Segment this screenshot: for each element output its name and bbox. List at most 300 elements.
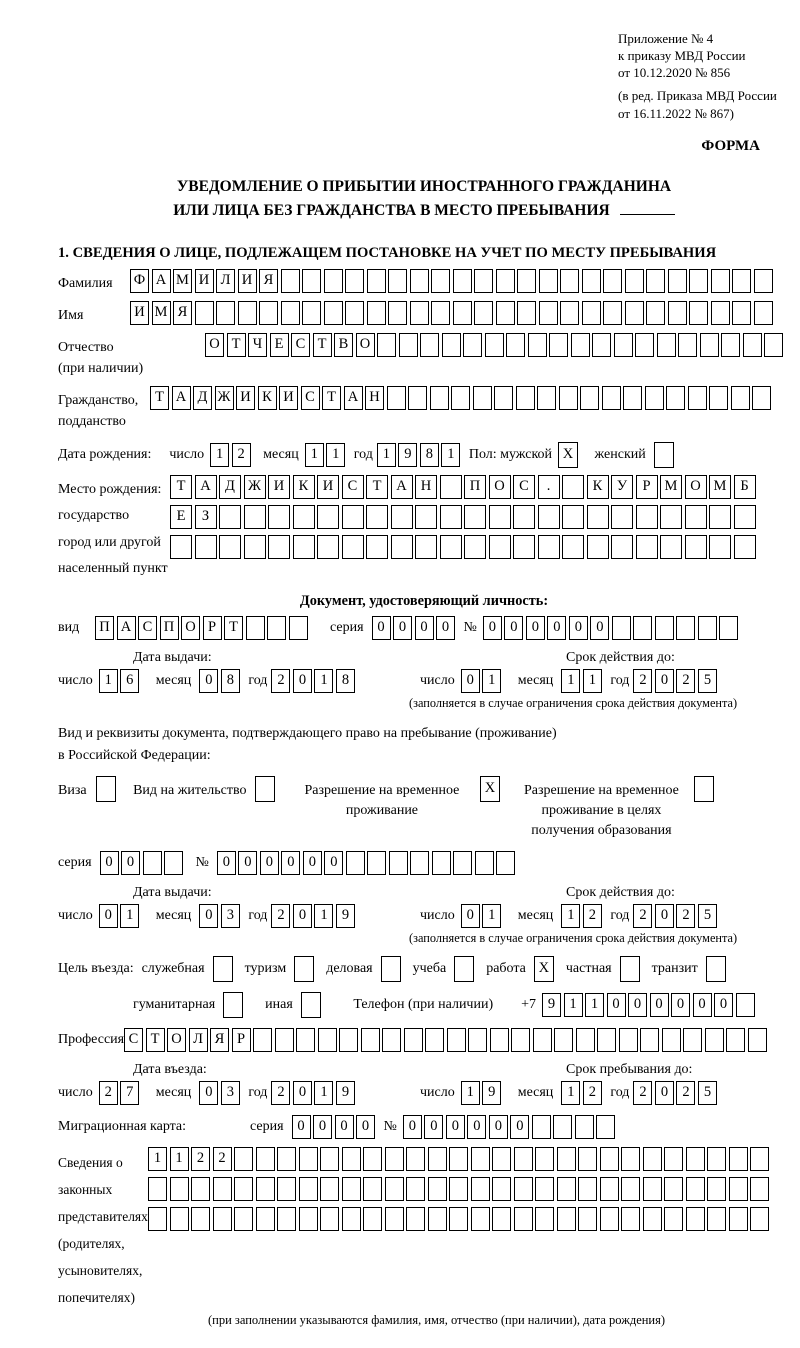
char-cell[interactable] <box>636 505 658 529</box>
residence-permit-checkbox[interactable] <box>255 776 275 802</box>
char-cell[interactable]: А <box>391 475 413 499</box>
char-cell[interactable]: 1 <box>585 993 604 1017</box>
char-cell[interactable] <box>603 269 622 293</box>
char-cell[interactable] <box>164 851 183 875</box>
char-cell[interactable]: 0 <box>292 1115 311 1139</box>
char-cell[interactable]: А <box>172 386 191 410</box>
char-cell[interactable]: К <box>258 386 277 410</box>
char-cell[interactable] <box>698 616 717 640</box>
char-cell[interactable] <box>317 505 339 529</box>
char-cell[interactable] <box>707 1207 726 1231</box>
char-cell[interactable]: 2 <box>583 904 602 928</box>
char-cell[interactable] <box>342 505 364 529</box>
char-cell[interactable] <box>281 301 300 325</box>
char-cell[interactable] <box>253 1028 272 1052</box>
char-cell[interactable]: 0 <box>313 1115 332 1139</box>
char-cell[interactable] <box>195 535 217 559</box>
char-cell[interactable]: Л <box>216 269 235 293</box>
char-cell[interactable]: М <box>152 301 171 325</box>
char-cell[interactable]: И <box>279 386 298 410</box>
char-cell[interactable]: И <box>195 269 214 293</box>
char-cell[interactable]: 0 <box>415 616 434 640</box>
char-cell[interactable]: 2 <box>583 1081 602 1105</box>
purpose-tourism-checkbox[interactable] <box>294 956 314 982</box>
char-cell[interactable] <box>256 1147 275 1171</box>
char-cell[interactable]: . <box>538 475 560 499</box>
char-cell[interactable] <box>729 1207 748 1231</box>
char-cell[interactable]: 0 <box>238 851 257 875</box>
char-cell[interactable] <box>750 1207 769 1231</box>
char-cell[interactable] <box>614 333 633 357</box>
char-cell[interactable] <box>709 505 731 529</box>
char-cell[interactable]: 0 <box>483 616 502 640</box>
char-cell[interactable] <box>492 1177 511 1201</box>
char-cell[interactable]: 0 <box>335 1115 354 1139</box>
char-cell[interactable]: 0 <box>655 904 674 928</box>
char-cell[interactable] <box>389 851 408 875</box>
char-cell[interactable] <box>764 333 783 357</box>
char-cell[interactable] <box>387 386 406 410</box>
char-cell[interactable]: 2 <box>271 669 290 693</box>
char-cell[interactable] <box>664 1207 683 1231</box>
char-cell[interactable] <box>299 1207 318 1231</box>
char-cell[interactable]: Р <box>636 475 658 499</box>
char-cell[interactable] <box>668 269 687 293</box>
char-cell[interactable] <box>361 1028 380 1052</box>
char-cell[interactable] <box>580 386 599 410</box>
char-cell[interactable] <box>516 386 535 410</box>
char-cell[interactable] <box>711 269 730 293</box>
char-cell[interactable]: А <box>117 616 136 640</box>
char-cell[interactable]: 3 <box>221 1081 240 1105</box>
char-cell[interactable] <box>367 301 386 325</box>
char-cell[interactable] <box>406 1147 425 1171</box>
char-cell[interactable] <box>535 1177 554 1201</box>
char-cell[interactable] <box>587 505 609 529</box>
char-cell[interactable]: 1 <box>120 904 139 928</box>
char-cell[interactable] <box>339 1028 358 1052</box>
char-cell[interactable]: М <box>173 269 192 293</box>
char-cell[interactable] <box>597 1028 616 1052</box>
char-cell[interactable]: 0 <box>260 851 279 875</box>
char-cell[interactable]: 0 <box>590 616 609 640</box>
char-cell[interactable]: П <box>95 616 114 640</box>
char-cell[interactable]: Я <box>210 1028 229 1052</box>
char-cell[interactable] <box>216 301 235 325</box>
char-cell[interactable] <box>511 1028 530 1052</box>
char-cell[interactable] <box>635 333 654 357</box>
char-cell[interactable]: 0 <box>607 993 626 1017</box>
char-cell[interactable] <box>406 1207 425 1231</box>
char-cell[interactable] <box>391 505 413 529</box>
char-cell[interactable]: М <box>709 475 731 499</box>
char-cell[interactable]: 1 <box>210 443 229 467</box>
char-cell[interactable]: 2 <box>191 1147 210 1171</box>
char-cell[interactable] <box>302 301 321 325</box>
char-cell[interactable] <box>643 1177 662 1201</box>
char-cell[interactable] <box>449 1207 468 1231</box>
char-cell[interactable] <box>707 1147 726 1171</box>
char-cell[interactable]: 1 <box>561 1081 580 1105</box>
temp-residence-education-checkbox[interactable] <box>694 776 714 802</box>
char-cell[interactable]: С <box>301 386 320 410</box>
char-cell[interactable] <box>492 1207 511 1231</box>
char-cell[interactable]: И <box>130 301 149 325</box>
char-cell[interactable] <box>705 1028 724 1052</box>
char-cell[interactable] <box>244 505 266 529</box>
char-cell[interactable] <box>734 505 756 529</box>
char-cell[interactable]: 0 <box>293 904 312 928</box>
char-cell[interactable]: 1 <box>561 904 580 928</box>
char-cell[interactable]: О <box>489 475 511 499</box>
char-cell[interactable] <box>428 1147 447 1171</box>
purpose-work-checkbox[interactable]: X <box>534 956 554 982</box>
char-cell[interactable]: 0 <box>199 1081 218 1105</box>
char-cell[interactable] <box>676 616 695 640</box>
purpose-private-checkbox[interactable] <box>620 956 640 982</box>
char-cell[interactable] <box>420 333 439 357</box>
char-cell[interactable]: 0 <box>461 904 480 928</box>
char-cell[interactable]: Ж <box>244 475 266 499</box>
char-cell[interactable] <box>557 1147 576 1171</box>
char-cell[interactable] <box>494 386 513 410</box>
char-cell[interactable] <box>213 1177 232 1201</box>
char-cell[interactable] <box>453 851 472 875</box>
char-cell[interactable]: 0 <box>547 616 566 640</box>
char-cell[interactable] <box>170 1207 189 1231</box>
char-cell[interactable] <box>657 333 676 357</box>
char-cell[interactable] <box>363 1147 382 1171</box>
purpose-business-checkbox[interactable] <box>381 956 401 982</box>
char-cell[interactable] <box>468 1028 487 1052</box>
char-cell[interactable] <box>366 535 388 559</box>
char-cell[interactable] <box>170 1177 189 1201</box>
char-cell[interactable]: Б <box>734 475 756 499</box>
char-cell[interactable] <box>646 301 665 325</box>
char-cell[interactable]: 1 <box>314 669 333 693</box>
char-cell[interactable] <box>463 333 482 357</box>
char-cell[interactable] <box>517 269 536 293</box>
char-cell[interactable] <box>259 301 278 325</box>
char-cell[interactable] <box>576 1028 595 1052</box>
char-cell[interactable]: Т <box>322 386 341 410</box>
char-cell[interactable]: 0 <box>324 851 343 875</box>
char-cell[interactable] <box>382 1028 401 1052</box>
char-cell[interactable]: 9 <box>398 443 417 467</box>
char-cell[interactable]: 1 <box>482 669 501 693</box>
char-cell[interactable] <box>363 1177 382 1201</box>
char-cell[interactable]: 1 <box>482 904 501 928</box>
char-cell[interactable] <box>346 851 365 875</box>
char-cell[interactable]: 0 <box>403 1115 422 1139</box>
char-cell[interactable]: И <box>268 475 290 499</box>
char-cell[interactable]: 1 <box>583 669 602 693</box>
char-cell[interactable] <box>625 301 644 325</box>
char-cell[interactable]: С <box>342 475 364 499</box>
char-cell[interactable]: 1 <box>148 1147 167 1171</box>
char-cell[interactable]: 2 <box>633 904 652 928</box>
char-cell[interactable] <box>496 851 515 875</box>
char-cell[interactable]: 0 <box>356 1115 375 1139</box>
char-cell[interactable]: З <box>195 505 217 529</box>
char-cell[interactable] <box>244 535 266 559</box>
char-cell[interactable] <box>345 269 364 293</box>
char-cell[interactable] <box>600 1177 619 1201</box>
char-cell[interactable]: 2 <box>676 1081 695 1105</box>
char-cell[interactable] <box>366 505 388 529</box>
char-cell[interactable]: Ж <box>215 386 234 410</box>
char-cell[interactable]: 1 <box>561 669 580 693</box>
char-cell[interactable] <box>559 386 578 410</box>
char-cell[interactable] <box>660 505 682 529</box>
char-cell[interactable] <box>549 333 568 357</box>
temp-residence-checkbox[interactable]: X <box>480 776 500 802</box>
char-cell[interactable] <box>592 333 611 357</box>
char-cell[interactable]: 0 <box>467 1115 486 1139</box>
char-cell[interactable]: 6 <box>120 669 139 693</box>
char-cell[interactable] <box>686 1147 705 1171</box>
char-cell[interactable] <box>619 1028 638 1052</box>
char-cell[interactable] <box>688 386 707 410</box>
char-cell[interactable] <box>689 269 708 293</box>
purpose-study-checkbox[interactable] <box>454 956 474 982</box>
char-cell[interactable] <box>754 301 773 325</box>
char-cell[interactable] <box>582 269 601 293</box>
char-cell[interactable] <box>428 1177 447 1201</box>
char-cell[interactable]: О <box>685 475 707 499</box>
sex-female-checkbox[interactable] <box>654 442 674 468</box>
char-cell[interactable] <box>643 1147 662 1171</box>
char-cell[interactable] <box>689 301 708 325</box>
char-cell[interactable]: 0 <box>281 851 300 875</box>
char-cell[interactable]: О <box>205 333 224 357</box>
char-cell[interactable]: 0 <box>628 993 647 1017</box>
char-cell[interactable]: 0 <box>504 616 523 640</box>
purpose-official-checkbox[interactable] <box>213 956 233 982</box>
char-cell[interactable] <box>299 1147 318 1171</box>
char-cell[interactable]: 1 <box>377 443 396 467</box>
char-cell[interactable] <box>238 301 257 325</box>
char-cell[interactable] <box>611 505 633 529</box>
char-cell[interactable]: Т <box>366 475 388 499</box>
char-cell[interactable] <box>170 535 192 559</box>
char-cell[interactable]: Р <box>232 1028 251 1052</box>
char-cell[interactable]: 1 <box>314 904 333 928</box>
char-cell[interactable] <box>318 1028 337 1052</box>
char-cell[interactable]: Т <box>227 333 246 357</box>
char-cell[interactable] <box>513 505 535 529</box>
char-cell[interactable] <box>432 851 451 875</box>
char-cell[interactable] <box>277 1147 296 1171</box>
char-cell[interactable] <box>268 505 290 529</box>
char-cell[interactable] <box>410 269 429 293</box>
char-cell[interactable]: 0 <box>526 616 545 640</box>
char-cell[interactable]: 9 <box>542 993 561 1017</box>
char-cell[interactable]: И <box>236 386 255 410</box>
char-cell[interactable] <box>430 386 449 410</box>
char-cell[interactable] <box>425 1028 444 1052</box>
char-cell[interactable] <box>514 1147 533 1171</box>
char-cell[interactable] <box>471 1177 490 1201</box>
char-cell[interactable]: 0 <box>714 993 733 1017</box>
char-cell[interactable]: П <box>464 475 486 499</box>
char-cell[interactable] <box>474 301 493 325</box>
char-cell[interactable]: Р <box>203 616 222 640</box>
char-cell[interactable] <box>683 1028 702 1052</box>
char-cell[interactable] <box>234 1177 253 1201</box>
char-cell[interactable] <box>721 333 740 357</box>
char-cell[interactable] <box>234 1207 253 1231</box>
char-cell[interactable]: 0 <box>121 851 140 875</box>
char-cell[interactable] <box>464 535 486 559</box>
char-cell[interactable]: Т <box>313 333 332 357</box>
char-cell[interactable] <box>557 1177 576 1201</box>
char-cell[interactable]: Е <box>270 333 289 357</box>
char-cell[interactable]: 0 <box>293 669 312 693</box>
char-cell[interactable] <box>281 269 300 293</box>
char-cell[interactable] <box>320 1147 339 1171</box>
char-cell[interactable] <box>293 535 315 559</box>
char-cell[interactable]: Я <box>173 301 192 325</box>
char-cell[interactable] <box>732 301 751 325</box>
char-cell[interactable] <box>700 333 719 357</box>
char-cell[interactable] <box>490 1028 509 1052</box>
char-cell[interactable] <box>734 535 756 559</box>
char-cell[interactable]: 0 <box>436 616 455 640</box>
char-cell[interactable]: А <box>152 269 171 293</box>
char-cell[interactable] <box>342 535 364 559</box>
char-cell[interactable] <box>440 535 462 559</box>
char-cell[interactable]: О <box>356 333 375 357</box>
char-cell[interactable] <box>475 851 494 875</box>
char-cell[interactable] <box>554 1028 573 1052</box>
char-cell[interactable] <box>711 301 730 325</box>
char-cell[interactable] <box>377 333 396 357</box>
char-cell[interactable] <box>317 535 339 559</box>
char-cell[interactable]: 9 <box>482 1081 501 1105</box>
char-cell[interactable]: С <box>124 1028 143 1052</box>
char-cell[interactable]: Т <box>224 616 243 640</box>
char-cell[interactable]: 1 <box>326 443 345 467</box>
char-cell[interactable] <box>600 1207 619 1231</box>
char-cell[interactable]: 0 <box>461 669 480 693</box>
char-cell[interactable] <box>219 505 241 529</box>
char-cell[interactable] <box>709 535 731 559</box>
char-cell[interactable] <box>449 1147 468 1171</box>
char-cell[interactable]: Е <box>170 505 192 529</box>
char-cell[interactable]: 0 <box>199 669 218 693</box>
char-cell[interactable] <box>685 505 707 529</box>
char-cell[interactable] <box>442 333 461 357</box>
char-cell[interactable] <box>621 1207 640 1231</box>
char-cell[interactable]: 0 <box>650 993 669 1017</box>
char-cell[interactable] <box>191 1207 210 1231</box>
char-cell[interactable]: 2 <box>213 1147 232 1171</box>
char-cell[interactable] <box>277 1207 296 1231</box>
char-cell[interactable] <box>453 269 472 293</box>
char-cell[interactable] <box>664 1177 683 1201</box>
char-cell[interactable] <box>560 269 579 293</box>
char-cell[interactable] <box>686 1207 705 1231</box>
char-cell[interactable] <box>489 505 511 529</box>
char-cell[interactable]: Н <box>415 475 437 499</box>
char-cell[interactable]: А <box>195 475 217 499</box>
char-cell[interactable]: 2 <box>633 1081 652 1105</box>
char-cell[interactable]: Ф <box>130 269 149 293</box>
char-cell[interactable] <box>289 616 308 640</box>
char-cell[interactable] <box>195 301 214 325</box>
char-cell[interactable] <box>473 386 492 410</box>
char-cell[interactable] <box>485 333 504 357</box>
char-cell[interactable] <box>726 1028 745 1052</box>
char-cell[interactable]: 2 <box>232 443 251 467</box>
char-cell[interactable] <box>643 1207 662 1231</box>
char-cell[interactable] <box>662 1028 681 1052</box>
char-cell[interactable] <box>709 386 728 410</box>
char-cell[interactable] <box>571 333 590 357</box>
char-cell[interactable] <box>600 1147 619 1171</box>
char-cell[interactable]: 0 <box>655 669 674 693</box>
char-cell[interactable] <box>603 301 622 325</box>
char-cell[interactable]: 8 <box>336 669 355 693</box>
char-cell[interactable] <box>645 386 664 410</box>
char-cell[interactable] <box>246 616 265 640</box>
char-cell[interactable]: 0 <box>671 993 690 1017</box>
char-cell[interactable]: Т <box>150 386 169 410</box>
char-cell[interactable] <box>293 505 315 529</box>
char-cell[interactable]: 1 <box>305 443 324 467</box>
char-cell[interactable] <box>474 269 493 293</box>
char-cell[interactable]: 0 <box>217 851 236 875</box>
char-cell[interactable] <box>685 535 707 559</box>
char-cell[interactable] <box>296 1028 315 1052</box>
char-cell[interactable] <box>582 301 601 325</box>
char-cell[interactable] <box>342 1207 361 1231</box>
char-cell[interactable] <box>275 1028 294 1052</box>
char-cell[interactable]: 2 <box>676 904 695 928</box>
char-cell[interactable] <box>256 1207 275 1231</box>
char-cell[interactable] <box>496 301 515 325</box>
char-cell[interactable] <box>660 535 682 559</box>
char-cell[interactable] <box>385 1177 404 1201</box>
char-cell[interactable]: 2 <box>633 669 652 693</box>
char-cell[interactable] <box>320 1207 339 1231</box>
purpose-other-checkbox[interactable] <box>301 992 321 1018</box>
char-cell[interactable] <box>633 616 652 640</box>
char-cell[interactable] <box>537 386 556 410</box>
char-cell[interactable] <box>324 301 343 325</box>
char-cell[interactable] <box>668 301 687 325</box>
char-cell[interactable]: 3 <box>221 904 240 928</box>
char-cell[interactable]: И <box>238 269 257 293</box>
char-cell[interactable] <box>539 301 558 325</box>
char-cell[interactable] <box>320 1177 339 1201</box>
char-cell[interactable] <box>440 475 462 499</box>
char-cell[interactable] <box>719 616 738 640</box>
char-cell[interactable]: Д <box>193 386 212 410</box>
char-cell[interactable] <box>388 301 407 325</box>
char-cell[interactable] <box>506 333 525 357</box>
char-cell[interactable] <box>636 535 658 559</box>
char-cell[interactable]: 0 <box>510 1115 529 1139</box>
char-cell[interactable] <box>575 1115 594 1139</box>
char-cell[interactable] <box>367 851 386 875</box>
char-cell[interactable] <box>345 301 364 325</box>
char-cell[interactable] <box>324 269 343 293</box>
char-cell[interactable] <box>431 301 450 325</box>
char-cell[interactable] <box>533 1028 552 1052</box>
char-cell[interactable] <box>750 1177 769 1201</box>
